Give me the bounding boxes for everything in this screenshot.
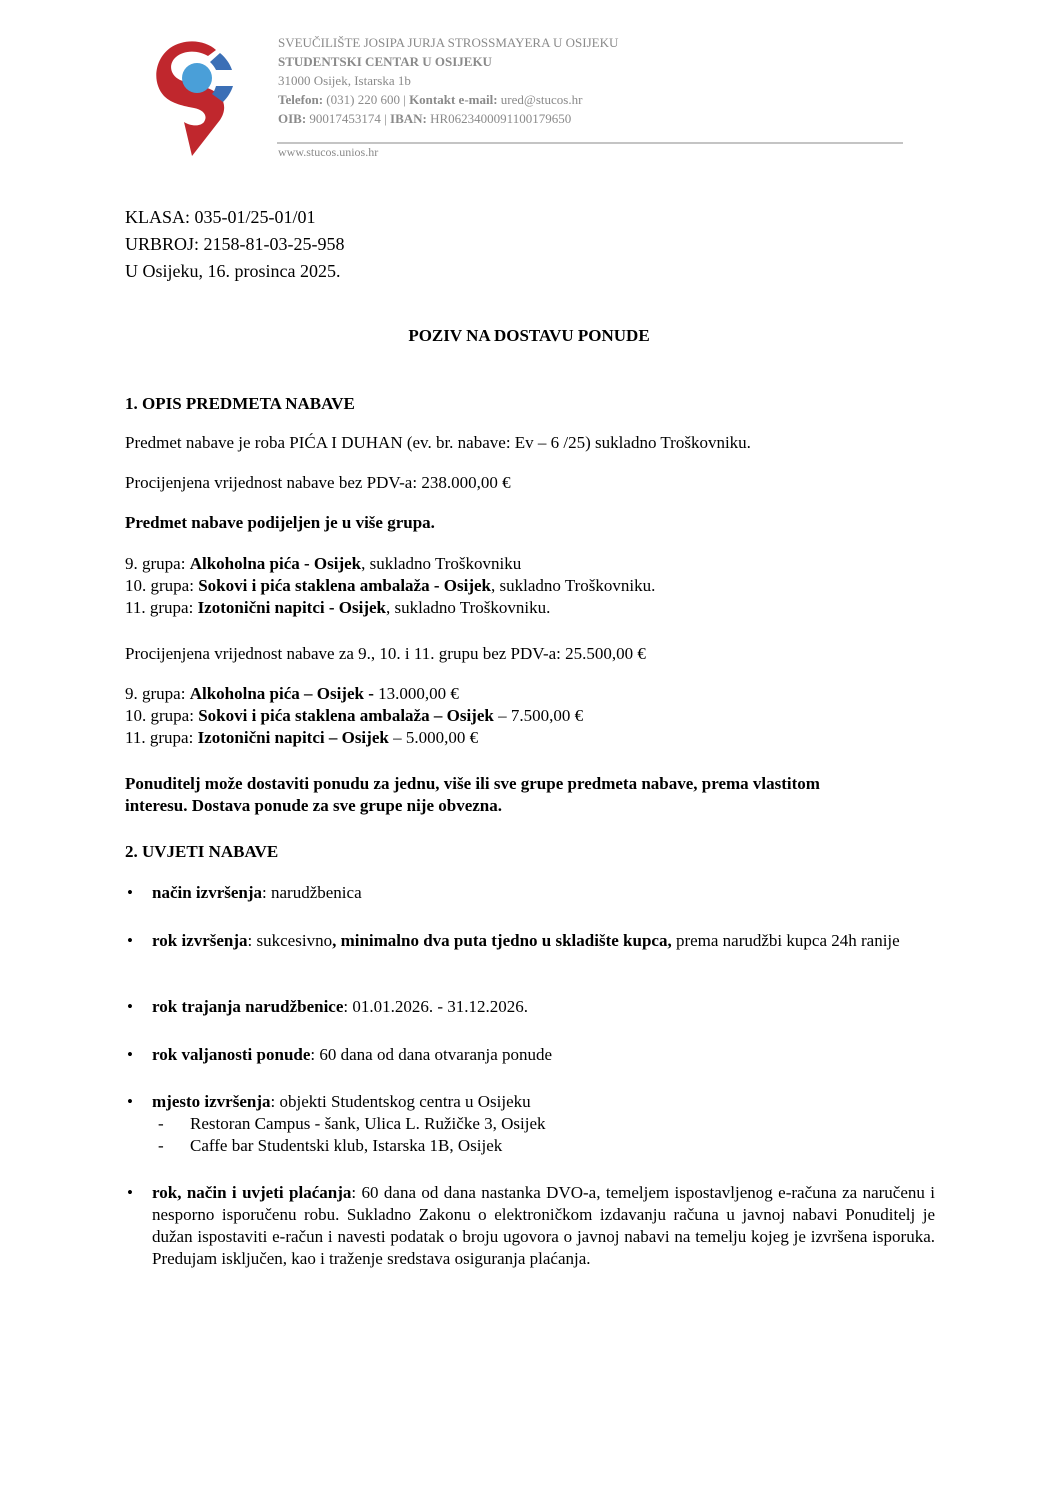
group-suffix: , sukladno Troškovniku.: [385, 598, 551, 617]
email-address: ured@stucos.hr: [500, 92, 583, 107]
oib-value: 90017453174: [309, 111, 381, 126]
group-name: Izotonični napitci – Osijek: [197, 728, 389, 747]
oib-label: OIB:: [278, 111, 307, 126]
institution-address: 31000 Osijek, Istarska 1b: [278, 73, 411, 88]
university-name: SVEUČILIŠTE JOSIPA JURJA STROSSMAYERA U OSIJEKU: [278, 35, 619, 50]
group-prefix: 10. grupa:: [125, 576, 199, 595]
condition-label: rok valjanosti ponude: [152, 1045, 311, 1064]
bullet-icon: •: [127, 1045, 133, 1064]
group-value-item: [125, 683, 459, 705]
condition-text: : narudžbenica: [262, 883, 362, 902]
bullet-icon: •: [127, 883, 133, 902]
group-name: Sokovi i pića staklena ambalaža - Osijek: [198, 576, 491, 595]
dash-icon: -: [158, 1136, 164, 1155]
separator: |: [384, 111, 387, 126]
condition-nacin: [152, 882, 935, 904]
group-value: – 5.000,00 €: [388, 728, 479, 747]
contact-line: [278, 90, 582, 109]
group-value: 13.000,00 €: [373, 684, 459, 703]
condition-valjanost: [152, 1044, 935, 1066]
stucos-logo: [150, 38, 240, 158]
group-prefix: 9. grupa:: [125, 554, 190, 573]
group-item: [125, 553, 521, 575]
condition-text: prema narudžbi kupca 24h ranije: [671, 931, 900, 950]
group-value: – 7.500,00 €: [493, 706, 584, 725]
estimated-value: Procijenjena vrijednost nabave bez PDV-a: 238.000,00 €: [125, 473, 511, 492]
group-prefix: 11. grupa:: [125, 598, 198, 617]
condition-mjesto: [152, 1091, 935, 1113]
bullet-icon: •: [127, 1092, 133, 1111]
bullet-icon: •: [127, 1183, 133, 1202]
logo-icon: [150, 38, 240, 158]
klasa: KLASA: 035-01/25-01/01: [125, 207, 316, 227]
condition-label: rok izvršenja: [152, 931, 248, 950]
oib-iban-line: [278, 109, 571, 128]
condition-text: : sukcesivno: [247, 931, 333, 950]
group-value-item: [125, 727, 478, 749]
document-date: U Osijeku, 16. prosinca 2025.: [125, 261, 341, 281]
group-name: Sokovi i pića staklena ambalaža – Osijek: [198, 706, 494, 725]
condition-label: rok, način i uvjeti plaćanja: [152, 1183, 352, 1202]
group-suffix: , sukladno Troškovniku.: [491, 576, 656, 595]
group-item: [125, 575, 655, 597]
group-name: Alkoholna pića - Osijek: [189, 554, 362, 573]
groups-divided-note: Predmet nabave podijeljen je u više grupa.: [125, 513, 435, 532]
phone-number: (031) 220 600: [326, 92, 400, 107]
group-prefix: 11. grupa:: [125, 728, 198, 747]
bid-note-line2: interesu. Dostava ponude za sve grupe nije obvezna.: [125, 796, 502, 815]
bid-note-line1: Ponuditelj može dostaviti ponudu za jednu, više ili sve grupe predmeta nabave, prema vlastitom: [125, 774, 820, 793]
groups-estimated-value: Procijenjena vrijednost nabave za 9., 10. i 11. grupu bez PDV-a: 25.500,00 €: [125, 644, 646, 663]
condition-text: : 01.01.2026. - 31.12.2026.: [343, 997, 529, 1016]
bullet-icon: •: [127, 997, 133, 1016]
group-name: Alkoholna pića – Osijek -: [189, 684, 374, 703]
separator: |: [403, 92, 406, 107]
section1-heading: 1. OPIS PREDMETA NABAVE: [125, 394, 355, 413]
group-value-item: [125, 705, 583, 727]
dash-icon: -: [158, 1114, 164, 1133]
condition-placanje: [152, 1182, 935, 1270]
condition-emphasis: , minimalno dva puta tjedno u skladište kupca,: [332, 931, 672, 950]
iban-value: HR0623400091100179650: [430, 111, 572, 126]
group-prefix: 9. grupa:: [125, 684, 190, 703]
condition-trajanje: [152, 996, 935, 1018]
location-item: Caffe bar Studentski klub, Istarska 1B, Osijek: [190, 1136, 503, 1155]
condition-text: : objekti Studentskog centra u Osijeku: [270, 1092, 531, 1111]
institution-name: STUDENTSKI CENTAR U OSIJEKU: [278, 54, 492, 69]
iban-label: IBAN:: [390, 111, 427, 126]
urbroj: URBROJ: 2158-81-03-25-958: [125, 234, 345, 254]
document-title: [0, 326, 1058, 346]
section2-heading: 2. UVJETI NABAVE: [125, 842, 279, 861]
bullet-icon: •: [127, 931, 133, 950]
condition-label: mjesto izvršenja: [152, 1092, 271, 1111]
subject-text: Predmet nabave je roba PIĆA I DUHAN (ev. br. nabave: Ev – 6 /25) sukladno Troškovniku.: [125, 433, 751, 452]
group-suffix: , sukladno Troškovniku: [361, 554, 522, 573]
phone-label: Telefon:: [278, 92, 324, 107]
group-name: Izotonični napitci - Osijek: [197, 598, 386, 617]
condition-text: : 60 dana od dana nastanka DVO-a, temeljem ispostavljenog e-računa za naručenu i nesporno isporučenu robu. Sukladno Zakonu o elektroničkom izdavanju računa u javnoj nabavi Ponuditelj je dužan ispostaviti e-račun i navesti podatak o broju ugovora o javnoj nabavi na temelju kojeg je izvršena isporuka. Predujam isključen, kao i traženje sredstava osiguranja plaćanja.: [152, 1183, 935, 1268]
location-item: Restoran Campus - šank, Ulica L. Ružičke 3, Osijek: [190, 1114, 546, 1133]
website-link[interactable]: www.stucos.unios.hr: [278, 145, 379, 159]
group-item: [125, 597, 550, 619]
condition-label: način izvršenja: [152, 883, 263, 902]
condition-label: rok trajanja narudžbenice: [152, 997, 344, 1016]
condition-rok: [152, 930, 935, 952]
document-title-text: POZIV NA DOSTAVU PONUDE: [408, 326, 650, 345]
email-label: Kontakt e-mail:: [409, 92, 498, 107]
group-prefix: 10. grupa:: [125, 706, 199, 725]
condition-text: : 60 dana od dana otvaranja ponude: [310, 1045, 553, 1064]
